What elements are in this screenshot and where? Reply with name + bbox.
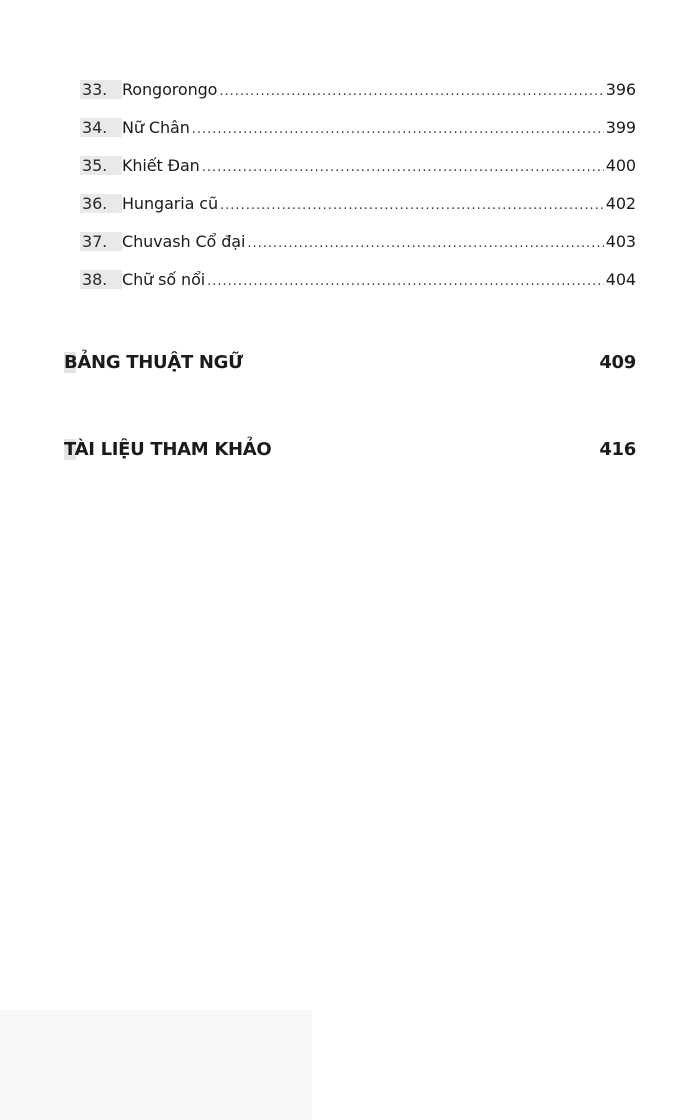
toc-entry xyxy=(80,232,636,270)
toc-entry-number: 35. xyxy=(80,156,122,175)
dot-leader xyxy=(202,161,604,174)
toc-entry-number: 38. xyxy=(80,270,122,289)
toc-entry-title: Rongorongo xyxy=(122,80,218,99)
section-page: 416 xyxy=(599,439,636,460)
toc-entry-page: 404 xyxy=(605,270,636,289)
section-heading-references xyxy=(64,439,636,460)
toc-entry xyxy=(80,270,636,308)
section-title: TÀI LIỆU THAM KHẢO xyxy=(64,439,272,460)
section-title: BẢNG THUẬT NGỮ xyxy=(64,352,243,373)
toc-entry-title: Nữ Chân xyxy=(122,118,190,137)
dot-leader xyxy=(207,275,604,288)
toc-entry xyxy=(80,80,636,118)
toc-entry-title: Khiết Đan xyxy=(122,156,200,175)
toc-entry xyxy=(80,118,636,156)
scan-artifact xyxy=(0,1010,312,1120)
toc-entry-title: Chữ số nổi xyxy=(122,270,206,289)
toc-entry-page: 403 xyxy=(605,232,636,251)
dot-leader xyxy=(247,237,603,250)
toc-entry-page: 399 xyxy=(605,118,636,137)
toc-entry-number: 36. xyxy=(80,194,122,213)
section-page: 409 xyxy=(599,352,636,373)
toc-entry-number: 37. xyxy=(80,232,122,251)
toc-entry-number: 33. xyxy=(80,80,122,99)
section-heading-glossary xyxy=(64,352,636,373)
table-of-contents xyxy=(80,80,636,308)
toc-entry-page: 396 xyxy=(605,80,636,99)
dot-leader xyxy=(220,199,604,212)
toc-entry-title: Chuvash Cổ đại xyxy=(122,232,246,251)
toc-entry-title: Hungaria cũ xyxy=(122,194,219,213)
toc-entry-number: 34. xyxy=(80,118,122,137)
toc-entry-page: 402 xyxy=(605,194,636,213)
toc-entry xyxy=(80,156,636,194)
toc-entry xyxy=(80,194,636,232)
dot-leader xyxy=(192,123,604,136)
dot-leader xyxy=(219,85,603,98)
toc-entry-page: 400 xyxy=(605,156,636,175)
